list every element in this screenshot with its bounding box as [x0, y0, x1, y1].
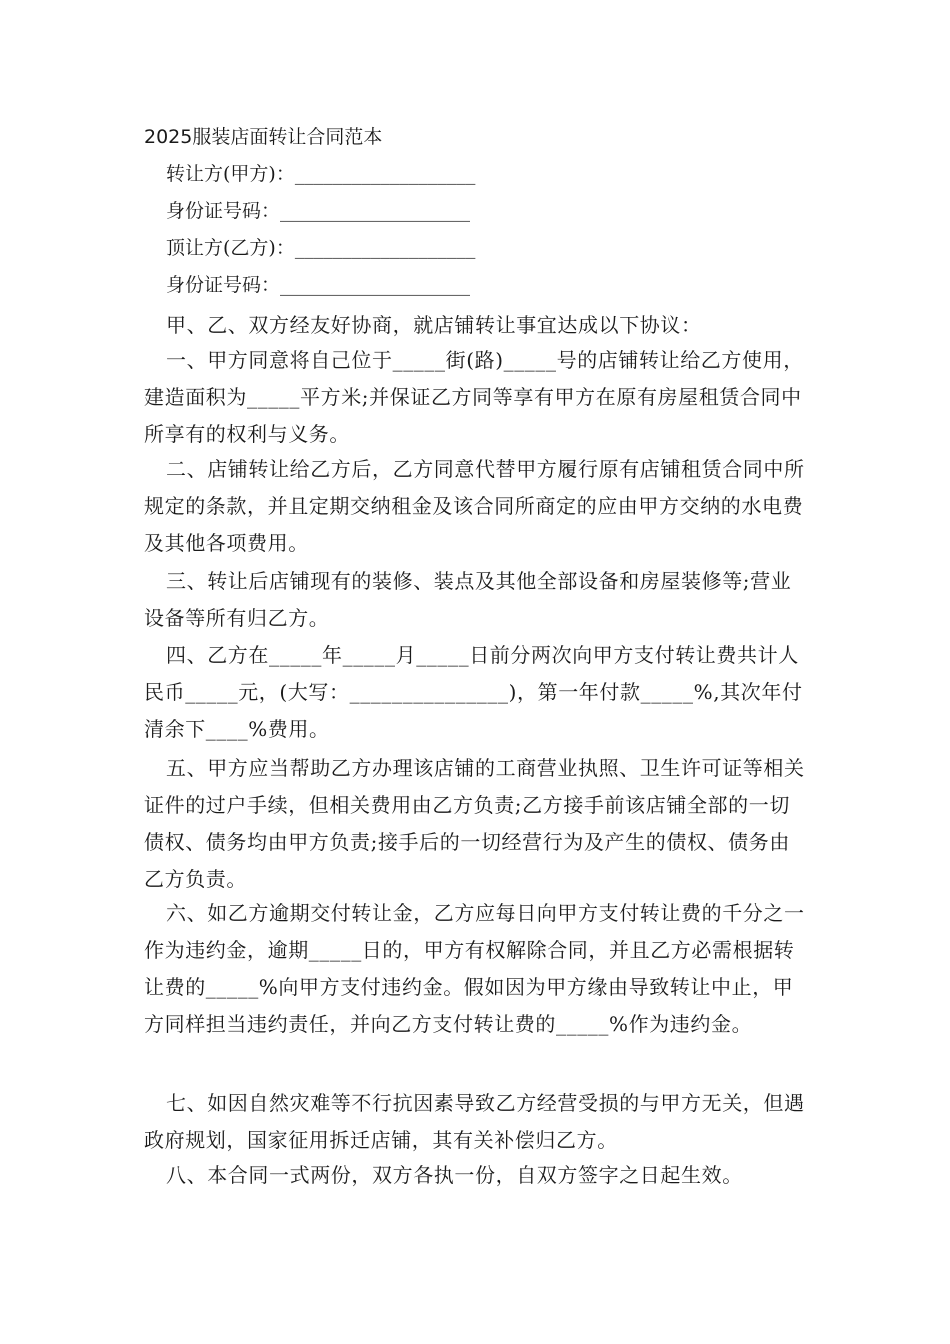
clause-4: 四、乙方在_____年_____月_____日前分两次向甲方支付转让费共计人民币_____元，(大写：_______________)，第一年付款_____%,其次年付清余下____%费用。	[144, 643, 803, 741]
transferor-id-field: 身份证号码：____________________	[166, 200, 471, 222]
clause-7: 七、如因自然灾难等不行抗因素导致乙方经营受损的与甲方无关，但遇政府规划，国家征用拆迁店铺，其有关补偿归乙方。	[144, 1091, 805, 1152]
clause-8: 八、本合同一式两份，双方各执一份，自双方签字之日起生效。	[166, 1163, 743, 1187]
transferor-field: 转让方(甲方)：___________________	[166, 163, 476, 185]
agreement-intro: 甲、乙、双方经友好协商，就店铺转让事宜达成以下协议：	[166, 313, 702, 337]
clause-3: 三、转让后店铺现有的装修、装点及其他全部设备和房屋装修等;营业设备等所有归乙方。	[144, 569, 792, 630]
document-title: 2025服装店面转让合同范本	[144, 126, 383, 148]
clause-1: 一、甲方同意将自己位于_____街(路)_____号的店铺转让给乙方使用，建造面积为_____平方米;并保证乙方同等享有甲方在原有房屋租赁合同中所享有的权利与义务。	[144, 348, 804, 446]
clause-2: 二、店铺转让给乙方后，乙方同意代替甲方履行原有店铺租赁合同中所规定的条款，并且定期交纳租金及该合同所商定的应由甲方交纳的水电费及其他各项费用。	[144, 457, 805, 555]
clause-6: 六、如乙方逾期交付转让金，乙方应每日向甲方支付转让费的千分之一作为违约金，逾期_____日的，甲方有权解除合同，并且乙方必需根据转让费的_____%向甲方支付违约金。假如因为甲方缘由导致转让中止，甲方同样担当违约责任，并向乙方支付转让费的_____%作为违约金。	[144, 901, 805, 1036]
transferee-id-field: 身份证号码：____________________	[166, 274, 471, 296]
transferee-field: 顶让方(乙方)：___________________	[166, 237, 476, 259]
clause-5: 五、甲方应当帮助乙方办理该店铺的工商营业执照、卫生许可证等相关证件的过户手续，但相关费用由乙方负责;乙方接手前该店铺全部的一切债权、债务均由甲方负责;接手后的一切经营行为及产生的债权、债务由乙方负责。	[144, 756, 805, 891]
